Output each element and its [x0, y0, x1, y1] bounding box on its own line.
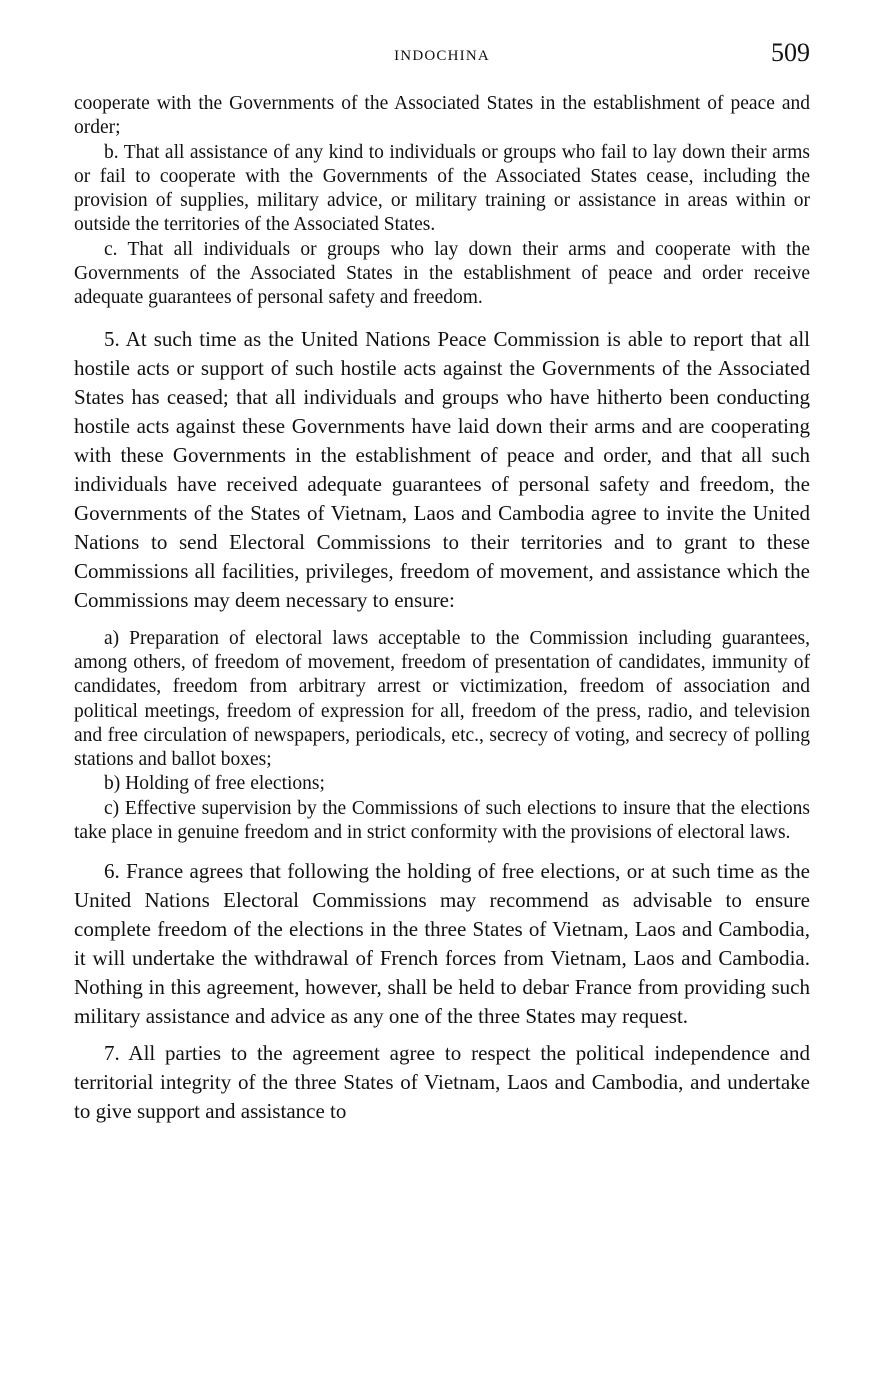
section-6-7: [74, 857, 810, 1126]
paragraph-5: 5. At such time as the United Nations Peace Commission is able to report that all hostile acts or support of such hostile acts against the Governments of the Associated States has ceased; that all individuals and groups who have hitherto been conducting hostile acts against these Governments have laid down their arms and are cooperating with these Governments in the establishment of peace and order, and that all such individuals have received adequate guarantees of personal safety and freedom, the Governments of the States of Vietnam, Laos and Cambodia agree to invite the United Nations to send Electoral Commissions to their territories and to grant to these Commissions all facilities, privileges, freedom of movement, and assistance which the Commissions may deem necessary to ensure:: [74, 326, 810, 612]
page-body: [74, 92, 810, 1126]
clause-5c: c) Effective supervision by the Commissions of such elections to insure that the elections take place in genuine freedom and in strict conformity with the provisions of electoral laws.: [74, 797, 810, 844]
paragraph-6: 6. France agrees that following the holding of free elections, or at such time as the United Nations Electoral Commissions may recommend as advisable to ensure complete freedom of the elections in the three States of Vietnam, Laos and Cambodia, it will undertake the withdrawal of French forces from Vietnam, Laos and Cambodia. Nothing in this agreement, however, shall be held to debar France from providing such military assistance and advice as any one of the three States may request.: [74, 859, 810, 1029]
clause-4c: c. That all individuals or groups who lay down their arms and cooperate with the Governments of the Associated States in the establishment of peace and order receive adequate guarantees of personal safety and freedom.: [74, 238, 810, 309]
running-title: INDOCHINA: [394, 48, 490, 64]
clause-5b: b) Holding of free elections;: [104, 773, 325, 795]
section-5: [74, 325, 810, 615]
page-header: [74, 36, 810, 76]
paragraph-7: 7. All parties to the agreement agree to respect the political independence and territorial integrity of the three States of Vietnam, Laos and Cambodia, and undertake to give support and assistance to: [74, 1041, 810, 1124]
clause-4b: b. That all assistance of any kind to individuals or groups who fail to lay down their arms or fail to cooperate with the Governments of the Associated States cease, including the provision of supplies, military advice, or military training or assistance in areas within or outside the territories of the Associated States.: [74, 141, 810, 236]
clause-5a: a) Preparation of electoral laws acceptable to the Commission including guarantees, among others, of freedom of movement, freedom of presentation of candidates, immunity of candidates, freedom from arbitrary arrest or victimization, freedom of association and political meetings, freedom of expression for all, freedom of the press, radio, and television and free circulation of newspapers, periodicals, etc., secrecy of voting, and secrecy of polling stations and ballot boxes;: [74, 627, 810, 771]
page-number: 509: [771, 38, 810, 67]
continued-paragraph: cooperate with the Governments of the Associated States in the establishment of peace and order;: [74, 93, 810, 139]
clauses-5-block: [74, 627, 810, 846]
clauses-4-block: [74, 92, 810, 311]
